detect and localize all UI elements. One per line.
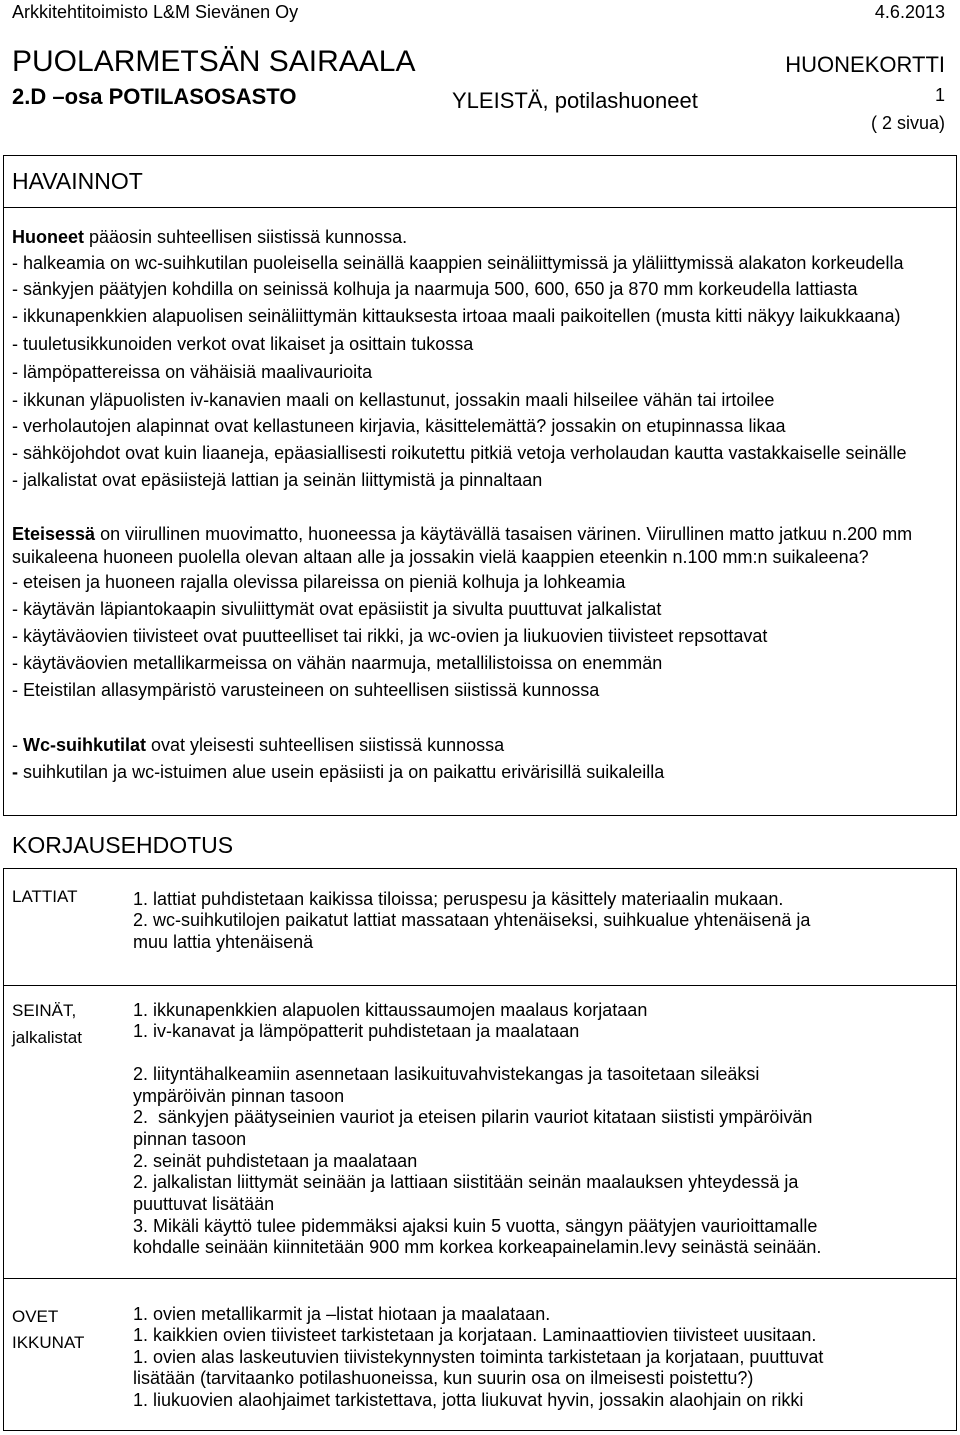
proposal-line: ympäröivän pinnan tasoon [133, 1086, 345, 1106]
list-item: - lämpöpattereissa on vähäisiä maalivaurioita [12, 362, 373, 382]
proposal-line: 1. ikkunapenkkien alapuolen kittaussaumojen maalaus korjataan [133, 1000, 648, 1020]
rooms-summary [12, 226, 407, 248]
proposal-line: 2. sänkyjen päätyseinien vauriot ja eteisen pilarin vauriot kitataan siististi ympäröivän [133, 1107, 813, 1127]
proposal-line: 1. kaikkien ovien tiivisteet tarkistetaan ja korjataan. Laminaattiovien tiivisteet uusitaan. [133, 1325, 817, 1345]
proposal-line: 2. jalkalistan liittymät seinään ja lattiaan siistitään seinän maalauksen yhteydessä ja [133, 1172, 799, 1192]
list-item: - sähköjohdot ovat kuin liaaneja, epäasiallisesti roikutettu pitkiä vetoja verholaudan kautta vastakkaiselle seinälle [12, 443, 907, 463]
proposal-line: 1. lattiat puhdistetaan kaikissa tiloissa; peruspesu ja käsittely materiaalin mukaan. [133, 889, 784, 909]
proposal-label: jalkalistat [12, 1028, 82, 1047]
proposal-line: 2. liityntähalkeamiin asennetaan lasikuituvahvistekangas ja tasoitetaan sileäksi [133, 1064, 760, 1084]
page-number: 1 [934, 85, 945, 105]
list-item: - ikkunan yläpuolisten iv-kanavien maali on kellastunut, jossakin maali hilseilee vähän tai irtoilee [12, 390, 775, 410]
proposal-line: 1. liukuovien alaohjaimet tarkistettava, jotta liukuvat hyvin, jossakin alaohjain on rikki [133, 1390, 804, 1410]
proposal-line: 1. ovien metallikarmit ja –listat hiotaan ja maalataan. [133, 1304, 551, 1324]
bathroom-item-bullet: - [12, 762, 18, 782]
proposal-label: LATTIAT [12, 887, 78, 906]
bathroom-item-text: suihkutilan ja wc-istuimen alue usein epäsiisti ja on paikattu erivärisillä suikaleilla [18, 762, 665, 782]
bathroom-summary [12, 734, 504, 756]
proposal-label: SEINÄT, [12, 1001, 77, 1020]
proposal-line: 3. Mikäli käyttö tulee pidemmäksi ajaksi kuin 5 vuotta, sängyn päätyjen vaurioittamalle [133, 1216, 818, 1236]
bathroom-summary-text: ovat yleisesti suhteellisen siistissä kunnossa [146, 735, 505, 755]
list-item: - käytäväovien metallikarmeissa on vähän naarmuja, metallilistoissa on enemmän [12, 653, 663, 673]
document-date: 4.6.2013 [874, 2, 945, 22]
proposal-line: puuttuvat lisätään [133, 1194, 275, 1214]
department-title: 2.D –osa POTILASOSASTO [12, 84, 297, 109]
observations-title-divider [3, 207, 957, 208]
rooms-summary-text: pääosin suhteellisen siistissä kunnossa. [84, 227, 408, 247]
list-item: - verholautojen alapinnat ovat kellastuneen kirjavia, käsittelemättä? jossakin on etupinnassa likaa [12, 416, 786, 436]
page-count: ( 2 sivua) [870, 113, 945, 133]
list-item: - sänkyjen päätyjen kohdilla on seinissä kolhuja ja naarmuja 500, 600, 650 ja 870 mm korkeudella lattiasta [12, 279, 858, 299]
bathroom-heading: Wc-suihkutilat [23, 735, 147, 755]
list-item: - käytävän läpiantokaapin sivuliittymät ovat epäsiistit ja sivulta puuttuvat jalkalistat [12, 599, 662, 619]
list-item: - halkeamia on wc-suihkutilan puoleisella seinällä kaappien seinäliittymissä ja yläliittymissä alakaton korkeudella [12, 253, 904, 273]
entrance-heading: Eteisessä [12, 524, 96, 544]
project-title: PUOLARMETSÄN SAIRAALA [12, 45, 416, 78]
proposals-title: KORJAUSEHDOTUS [12, 832, 234, 858]
list-item: - jalkalistat ovat epäsiistejä lattian ja seinän liittymistä ja pinnaltaan [12, 470, 543, 490]
bathroom-item [12, 761, 664, 783]
entrance-summary-continued: suikaleena huoneen puolella olevan altaan alle ja jossakin vielä kaappien eteenkin n.100 mm:n suikaleena? [12, 547, 869, 567]
proposal-line: 2. seinät puhdistetaan ja maalataan [133, 1151, 418, 1171]
proposal-line: 2. wc-suihkutilojen paikatut lattiat massataan yhtenäiseksi, suihkualue yhtenäisenä ja [133, 910, 811, 930]
proposal-label: IKKUNAT [12, 1333, 85, 1352]
observations-title: HAVAINNOT [12, 168, 143, 194]
document-type: HUONEKORTTI [785, 52, 945, 77]
proposal-line: lisätään (tarvitaanko potilashuoneissa, kun suurin osa on ilmeisesti poistettu?) [133, 1368, 754, 1388]
proposal-line: 1. iv-kanavat ja lämpöpatterit puhdistetaan ja maalataan [133, 1021, 580, 1041]
list-item: - ikkunapenkkien alapuolisen seinäliittymän kittauksesta irtoaa maali paikoitellen (musta kitti näkyy laikukkaana) [12, 306, 901, 326]
proposal-line: kohdalle seinään kiinnitetään 900 mm korkea korkeapainelamin.levy seinästä seinään. [133, 1237, 822, 1257]
proposal-line: pinnan tasoon [133, 1129, 247, 1149]
proposal-label: OVET [12, 1307, 59, 1326]
list-item: - käytäväovien tiivisteet ovat puutteelliset tai rikki, ja wc-ovien ja liukuovien tiivisteet repsottavat [12, 626, 768, 646]
room-type-title: YLEISTÄ, potilashuoneet [452, 88, 698, 113]
entrance-summary-text: on viirullinen muovimatto, huoneessa ja käytävällä tasaisen värinen. Viirullinen matto jatkuu n.200 mm [95, 524, 913, 544]
list-item: - Eteistilan allasympäristö varusteineen on suhteellisen siistissä kunnossa [12, 680, 600, 700]
list-item: - tuuletusikkunoiden verkot ovat likaiset ja osittain tukossa [12, 334, 474, 354]
company-name: Arkkitehtitoimisto L&M Sievänen Oy [12, 2, 299, 22]
proposal-line: muu lattia yhtenäisenä [133, 932, 314, 952]
proposal-line: 1. ovien alas laskeutuvien tiivistekynnysten toiminta tarkistetaan ja korjataan, puuttuvat [133, 1347, 824, 1367]
list-item: - eteisen ja huoneen rajalla olevissa pilareissa on pieniä kolhuja ja lohkeamia [12, 572, 626, 592]
entrance-summary [12, 523, 912, 545]
bathroom-bullet: - [12, 735, 23, 755]
rooms-heading: Huoneet [12, 227, 84, 247]
